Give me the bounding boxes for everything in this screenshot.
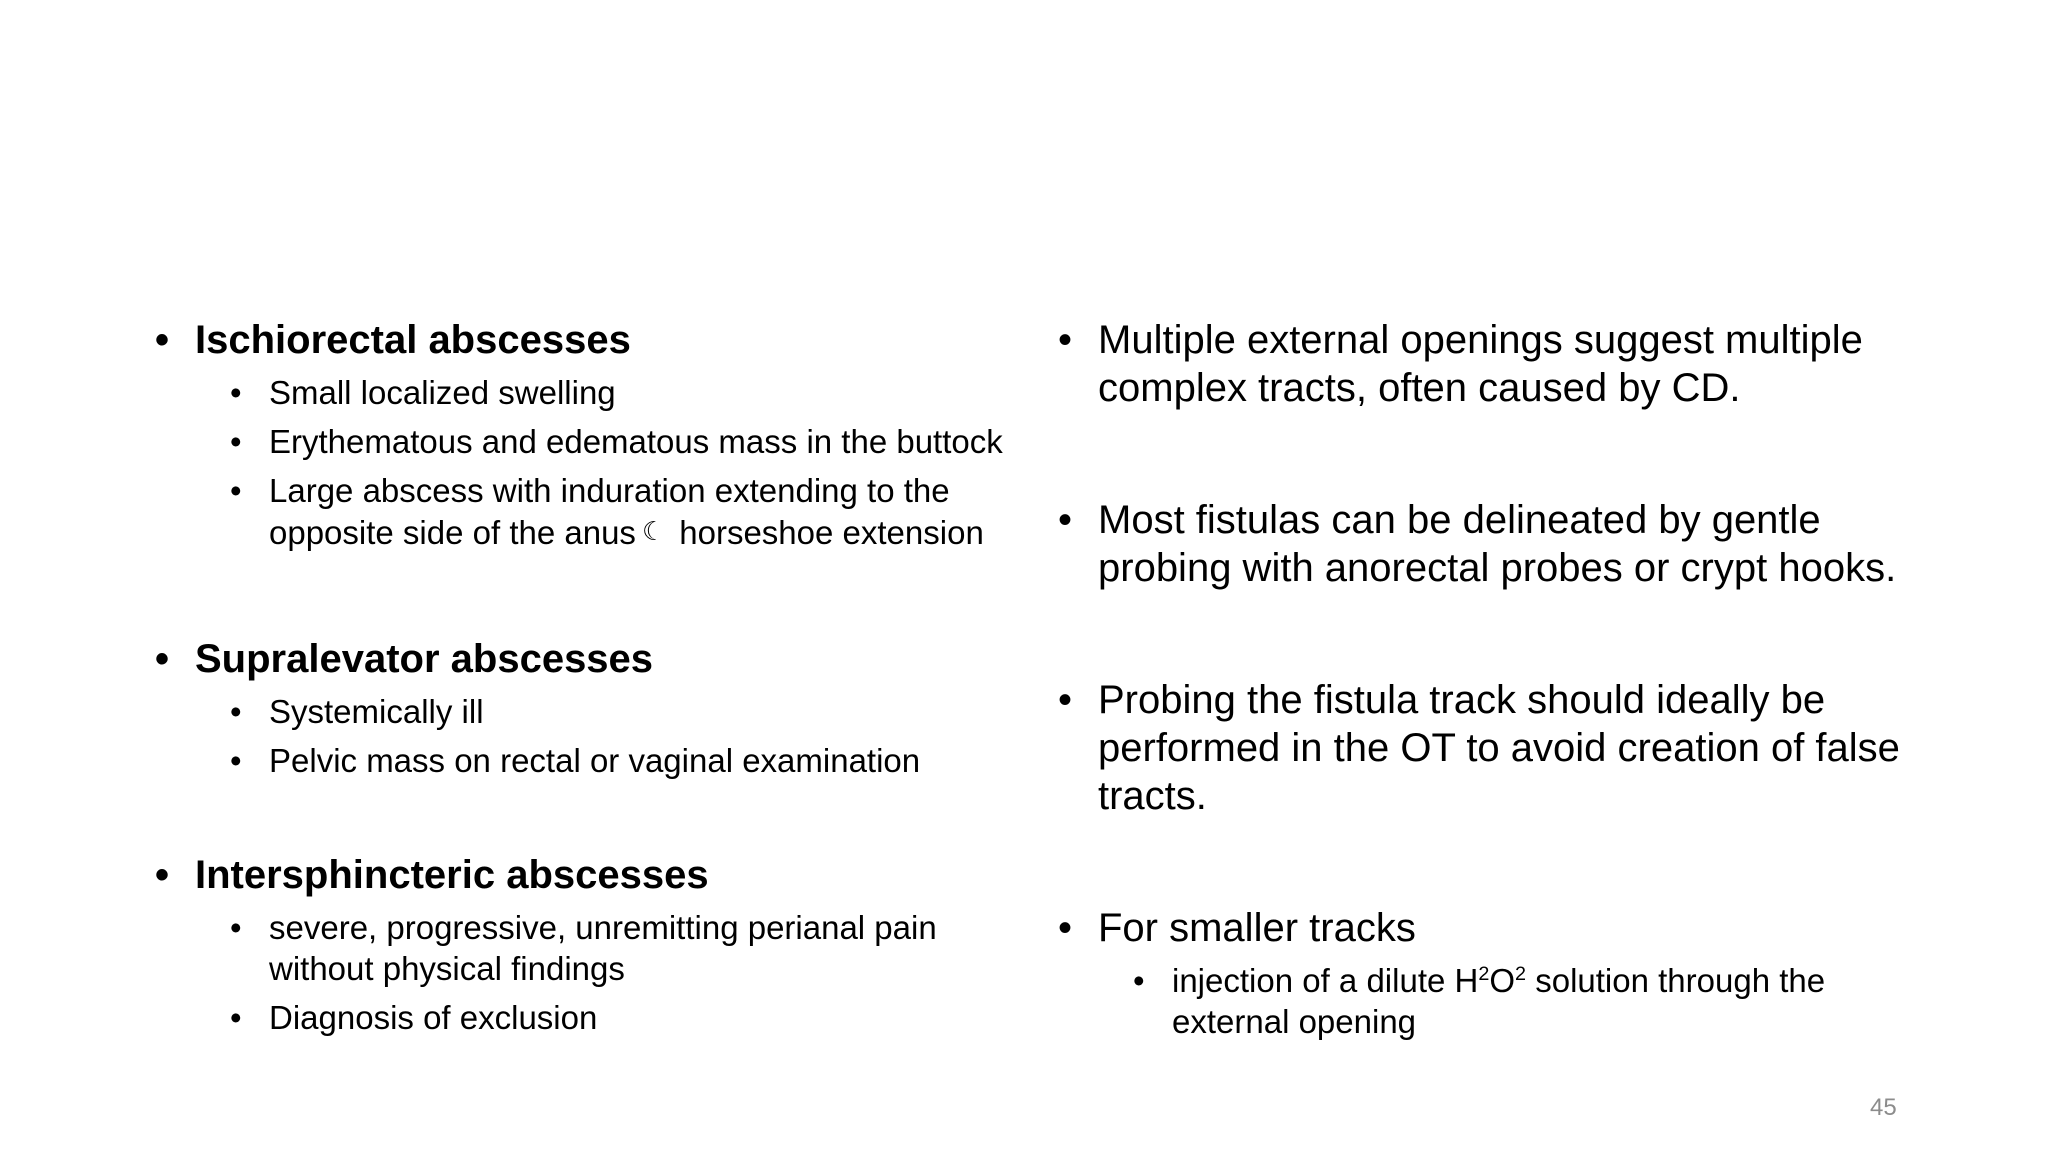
heading-supralevator: • Supralevator abscesses bbox=[155, 635, 1015, 683]
sub-text: O bbox=[1489, 962, 1516, 999]
subscript-2: 2 bbox=[1515, 963, 1527, 985]
list-item-text: horseshoe extension bbox=[679, 514, 984, 551]
crescent-arrow-icon: ☾ bbox=[641, 516, 666, 546]
heading-ischiorectal: • Ischiorectal abscesses bbox=[155, 316, 1015, 364]
right-column bbox=[1058, 316, 1908, 1042]
left-column bbox=[155, 316, 1015, 1038]
sub-text: solution through the external opening bbox=[1172, 962, 1826, 1040]
list-item bbox=[1058, 960, 1908, 1042]
bullet-point: • For smaller tracks bbox=[1058, 904, 1908, 952]
bullet-point: • Multiple external openings suggest multiple complex tracts, often caused by CD. bbox=[1058, 316, 1908, 412]
list-item bbox=[155, 470, 1015, 553]
list-item: • Small localized swelling bbox=[155, 372, 1015, 413]
list-item-text: Large abscess with induration extending to the opposite side of the anus bbox=[269, 472, 950, 551]
heading-intersphincteric: • Intersphincteric abscesses bbox=[155, 851, 1015, 899]
list-item: • Systemically ill bbox=[155, 691, 1015, 732]
page-number: 45 bbox=[1870, 1094, 1897, 1121]
sub-text: injection of a dilute H bbox=[1172, 962, 1479, 999]
bullet-point: • Probing the fistula track should ideally be performed in the OT to avoid creation of false tracts. bbox=[1058, 676, 1908, 820]
list-item: • severe, progressive, unremitting perianal pain without physical findings bbox=[155, 907, 1015, 989]
subscript-2: 2 bbox=[1478, 963, 1490, 985]
list-item: • Erythematous and edematous mass in the buttock bbox=[155, 421, 1015, 462]
list-item: • Diagnosis of exclusion bbox=[155, 997, 1015, 1038]
list-item: • Pelvic mass on rectal or vaginal examination bbox=[155, 740, 1015, 781]
bullet-point: • Most fistulas can be delineated by gentle probing with anorectal probes or crypt hooks. bbox=[1058, 496, 1908, 592]
